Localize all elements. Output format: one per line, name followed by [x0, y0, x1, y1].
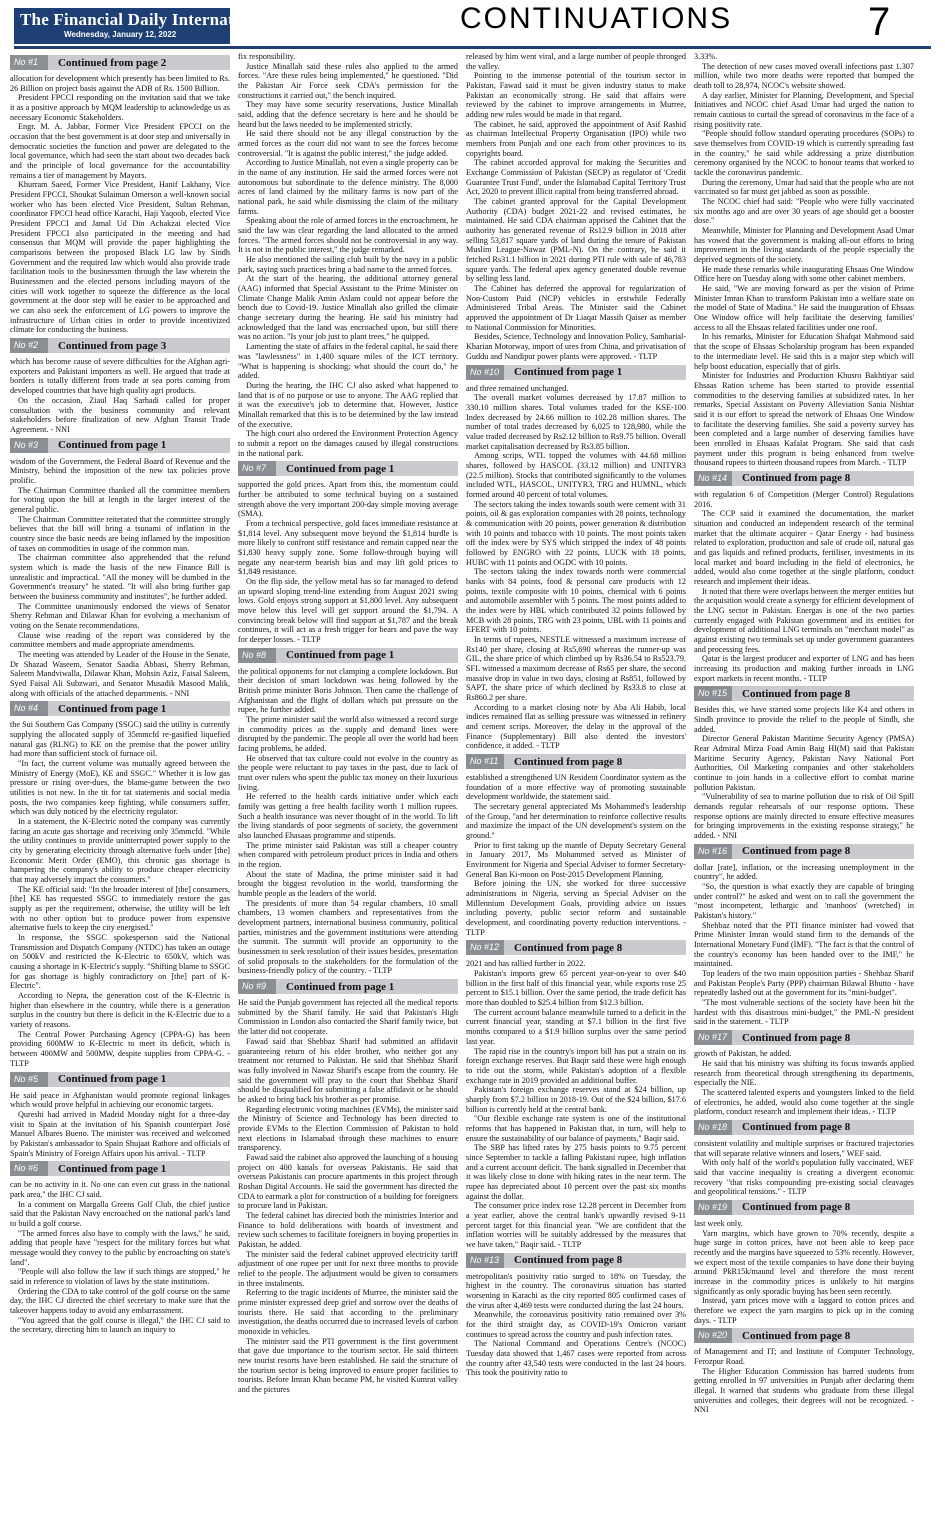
- story-number: No #10: [466, 365, 504, 380]
- paragraph: The prime minister said Pakistan was still a cheaper country when compared with petroleum product prices in India and others in the region.: [238, 840, 458, 870]
- paragraph: "People will also follow the law if such things are stopped," he said in reference to violation of laws by the state institutions.: [10, 1267, 230, 1286]
- paragraph: Instead, yarn prices move with a laggard to cotton prices and therefore we expect the yarn margins to pick up in the coming days. - TLTP: [694, 1296, 914, 1325]
- section-title: CONTINUATIONS: [460, 2, 733, 35]
- continued-label: Continued from page 1: [286, 649, 395, 662]
- paragraph: Minister for Industries and Production Khusro Bakhtiyar said Ehsaas Ration scheme has been started to provide essential commodities to the deserving families at subsidized rates. In her remarks, Special Assistant on Poverty Alleviation Sania Nishtar said it is our effort to spread the network of Ehsaas One Window to facilitate the deserving families. She said a poverty survey has been completed and a large number of deserving families have been enrolled in Ehsaas Kafalat Program. She said that cash payment under this program is being enhanced from twelve thousand rupees to thirteen thousand rupees from March. - TLTP: [694, 371, 914, 468]
- story-body: [694, 1219, 914, 1325]
- story: [466, 365, 686, 752]
- paragraph: During the ceremony, Umar had said that the people who are not vaccinated so far must get jabbed as soon as possible.: [694, 177, 914, 197]
- paragraph: growth of Pakistan, he added.: [694, 1049, 792, 1059]
- continued-label: Continued from page 8: [742, 1031, 851, 1044]
- paragraph: He referred to the health cards initiative under which each family was getting a free health facility worth 1 million rupees. Such a health insurance was never thought of in the world. To lift the living standards of poor segments of society, the government also launched Ehasaas programme and stipends.: [238, 792, 458, 841]
- continued-label: Continued from page 8: [742, 1329, 851, 1342]
- paragraph: Fawad said that Shehbaz Sharif had submitted an affidavit guaranteeing return of his elder brother, who neither got any treatment nor returned to Pakistan. He said that Shehbaz Sharif was fully involved in Nawaz Sharif's escape from the country. He said the government will pray to the court that Shehbaz Sharif should be disqualified for submitting a false affidavit or he should be asked to bring back his brother as per promise.: [238, 1036, 458, 1104]
- paragraph: The consumer price index rose 12.28 percent in December from a year earlier, above the central bank's upwardly revised 9-11 percent target for this financial year. "We are confident that the inflation worries will be suitably addressed by the measures that we have taken," Baqir said. - TLTP: [466, 1201, 686, 1249]
- story: [10, 1161, 230, 1335]
- story-header: [466, 1253, 686, 1268]
- paragraph: He said there should not be any illegal construction by the armed forces as the court did not want to see the forces become controversial. "It is against the public interest," the judge added.: [238, 129, 458, 158]
- paragraph: "The most vulnerable sections of the society have been hit the hardest with this disastrous mini-budget," the PML-N president said in the statement. - TLTP: [694, 998, 914, 1027]
- paragraph: The Chairman Committee thanked all the committee members for voting upon the bill at length in the larger interest of the general public.: [10, 485, 230, 514]
- paragraph: He said peace in Afghanistan would promote regional linkages which would prove helpful in achieving our economic targets.: [10, 1090, 230, 1110]
- paragraph: The KE official said: "In the broader interest of [the] consumers, [the] KE has requested SSGC to immediately restore the gas supply as per the requirement, otherwise, the utility will be left with no other option but to produce power from expensive alternative fuels to keep the city energised.": [10, 884, 230, 933]
- story-body: [694, 490, 914, 683]
- paragraph: wisdom of the Government, the Federal Board of Revenue and the Ministry, behind the imposition of the new tax policies prove prolific.: [10, 456, 230, 485]
- paragraph: The cabinet accorded approval for making the Securities and Exchange Commission of Pakistan (SECP) as regulator of 'Credit Guarantee Trust Fund', under the Islamabad Capital Territory Trust Act, 2020 to prevent illicit capital from being transferred abroad.: [466, 158, 686, 197]
- story-body: [694, 1049, 914, 1117]
- paragraph: with regulation 6 of Competition (Merger Control) Regulations 2016.: [694, 489, 914, 509]
- paragraph: The sectors taking the index towards north were commercial banks with 84 points, food & personal care products with 12 points, textile composite with 10 points, chemical with 6 points and automobile assembler with 5 points. The most points added to the index were by HBL which contributed 32 points followed by MCB with 28 points, TRG with 23 points, UBL with 11 points and EFERT with 10 points.: [466, 567, 686, 635]
- story-body: [694, 705, 914, 840]
- story-body: [238, 480, 458, 644]
- paragraph: Among scrips, WTL topped the volumes with 44.68 million shares, followed by HASCOL (33.12 million) and UNITYR3 (22.5 million). Stocks that contributed significantly to the volumes included WTL, HASCOL, UNITYR3, TRG and HUMNL, which formed around 40 percent of total volumes.: [466, 451, 686, 499]
- story-header: [694, 1328, 914, 1343]
- paragraph: From a technical perspective, gold faces immediate resistance at $1,814 level. Any subsequent move beyond the $1,814 hurdle is more likely to confront stiff resistance and remain capped near the $1,830 heavy supply zone. Some follow-through buying will negate any near-term bearish bias and may lift gold prices to $1,849 resistance.: [238, 518, 458, 577]
- story: [466, 52, 686, 362]
- story: [10, 438, 230, 699]
- paragraph: He observed that tax culture could not evolve in the country as the people were reluctant to pay taxes in the past, due to lack of trust over rulers who spent the public tax money on their luxurious living.: [238, 753, 458, 792]
- paragraph: Pakistan's imports grew 65 percent year-on-year to over $40 billion in the first half of this financial year, while exports rose 25 percent to $15.1 billion. Over the same period, the trade deficit has more than doubled to $25.4 billion from $12.3 billion.: [466, 969, 686, 1008]
- story-number: No #15: [694, 686, 732, 701]
- story-body: [694, 863, 914, 1027]
- paragraph: The high court also ordered the Environment Protection Agency to submit a report on the damages caused by illegal constructions in the national park.: [238, 429, 458, 458]
- story-number: No #16: [694, 844, 732, 859]
- paragraph: Engr. M. A. Jabbar, Former Vice President FPCCI on the occasion that the best government is at door step and universally in democratic societies the function and power are delegated to the local governance, which had seen the start about two decades back and the principle of local governance for the accountability remains a tier of management by Mayors.: [10, 122, 230, 180]
- story-number: No #3: [10, 438, 48, 453]
- continued-label: Continued from page 8: [742, 1121, 851, 1134]
- paragraph: 3.33%.: [694, 52, 718, 61]
- paragraph: The SBP has lifted rates by 275 basis points to 9.75 percent since September to tackle a falling Pakistani rupee, high inflation and a current account deficit. The bank signalled in December that it was likely close to done with hiking rates in the near term. The rupee has depreciated about 10 percent over the past six months against the dollar.: [466, 1143, 686, 1201]
- paragraph: He said the Punjab government has rejected all the medical reports submitted by the Sharif family. He said that Pakistan's High Commission in London also contacted the Sharif family twice, but the latter did not cooperate.: [238, 998, 458, 1037]
- paragraph: The Higher Education Commission has barred students from getting enrolled in 97 universities in Punjab after declaring them illegal. It warned that students who graduate from these illegal universities and colleges, their degrees will not be recognized. - NNI: [694, 1366, 914, 1415]
- continued-label: Continued from page 8: [514, 755, 623, 768]
- paragraph: In a statement, the K-Electric noted the company was currently facing an acute gas shortage and receiving only 35mmcfd. "While the utility continues to provide uninterrupted power supply to the city by generating electricity through alternative fuels under [the] Economic Merit Order (EMO), this chronic gas shortage is hampering the company's ability to produce cheaper electricity that may adversely impact the consumers.": [10, 817, 230, 885]
- paragraph: Before joining the UN, she worked for three successive administrations in Nigeria, serving as Special Adviser on the Millennium Development Goals, providing advice on issues including poverty, public sector reform and sustainable development, and coordinating poverty reduction interventions. - TLTP: [466, 879, 686, 937]
- paragraph: The current account balance meanwhile turned to a deficit in the current financial year, standing at $7.1 billion in the first five months compared to a $1.9 billion surplus over the same period last year.: [466, 1007, 686, 1046]
- newspaper-brand: [14, 8, 271, 44]
- continued-label: Continued from page 1: [58, 702, 167, 715]
- paragraph: Lamenting the state of affairs in the federal capital, he said there was "lawlessness" in 1,400 square miles of the ICT territory. "What is happening is shocking; what should the court do," he added.: [238, 342, 458, 381]
- story-header: [10, 1161, 230, 1176]
- story-number: No #20: [694, 1328, 732, 1343]
- story: [10, 701, 230, 1068]
- paragraph: Besides this, we have started some projects like K4 and others in Sindh province to provide the relief to the people of Sindh, she added.: [694, 705, 914, 734]
- story-header: [694, 1120, 914, 1135]
- continued-label: Continued from page 1: [514, 366, 623, 378]
- paragraph: The NCOC chief had said: "People who were fully vaccinated six months ago and are over 30 years of age should get a booster dose.": [694, 197, 914, 226]
- paragraph: of Management and IT; and Institute of Computer Technology, Ferozpur Road.: [694, 1347, 914, 1366]
- paragraph: metropolitan's positivity ratio surged to 18% on Tuesday, the highest in the country. The coronavirus situation has started worsening in Karachi as the city reported 805 confirmed cases of the virus after 4,469 tests were conducted during the last 24 hours.: [466, 1271, 686, 1310]
- paragraph: "People should follow standard operating procedures (SOPs) to save themselves from COVID-19 which is currently spreading fast in the country," he said while addressing a prize distribution ceremony organised by the NCOC to honour teams that worked to tackle the coronavirus pandemic.: [694, 129, 914, 178]
- story-body: [238, 52, 458, 458]
- paragraph: Fawad said the cabinet also approved the launching of a housing project on 400 kanals for overseas Pakistanis. He said that overseas Pakistanis can procure apartments in this project through Roshan Digital Accounts. He said the government has directed the CDA to earmark a plot for construction of a building for foreigners to procure land in Pakistan.: [238, 1152, 458, 1211]
- continued-label: Continued from page 1: [58, 1162, 167, 1175]
- story-number: No #8: [238, 648, 276, 663]
- paragraph: According to a market closing note by Aba Ali Habib, local indices remained flat as selling pressure was witnessed in refinery and cement scrips. Moreover, the delay in the approval of the Finance (Supplementary) Bill also dented the investors' confidence, it added. - TLTP: [466, 702, 686, 751]
- paragraph: Director General Pakistan Maritime Security Agency (PMSA) Rear Admiral Mirza Foad Amin Baig HI(M) said that Pakistan Maritime Security Agency, Pakistan Navy National Port Authorities, Oil Marketing companies and other stakeholders continue to join hands in a collective effort to combat marine pollution Pakistan.: [694, 734, 914, 792]
- story-header: [466, 754, 686, 769]
- masthead-rule: [14, 46, 931, 49]
- paragraph: Khurram Saeed, Former Vice President, Hanif Lakhany, Vice President FPCCI, Shoukat Sulaiman Omerson a well-known social worker who has been elected Vice President, Sultan Rehman, coordinator FPCCI head office Karachi, Haji Yaqoob, elected Vice President FPCCI and Jamal Ud Din Achakzai elected Vice President FPCCI also participated in the meeting and had consensus that MQM will provide the paper highlighting the comparisons between the proposed Black LG law by Sindh Government and the required law which would also provide trade facilitation tools to the businessmen through the law wherein the Businessmen and the elected persons including mayors of the cities will work together to squeeze the difference as the local government at the door step will be easier to be approached and we can also seek the enforcement of LG powers to improve the infrastructure of Urban cities in order to provide incentivized climate for conducting the business.: [10, 180, 230, 335]
- paragraph: The overall market volumes decreased by 17.87 million to 330.10 million shares. Total volumes traded for the KSE-100 Index decreased by 24.66 million to 102.28 million shares. The number of total trades decreased by 6,025 to 128,980, while the value traded decreased by Rs2.12 billion to Rs9.75 billion. Overall market capitalisation decreased by Rs3.85 billion.: [466, 393, 686, 451]
- story: [238, 648, 458, 977]
- paragraph: Top leaders of the two main opposition parties - Shehbaz Sharif and Pakistan People's Party (PPP) chairman Bilawal Bhutto - have repeatedly lashed out at the government for its "mini-budget".: [694, 969, 914, 998]
- paragraph: Regarding electronic voting machines (EVMs), the minister said the Ministry of Science and Technology has been directed to provide EVMs to the Election Commission of Pakistan to hold next elections in Islamabad through these machines to ensure transparency.: [238, 1104, 458, 1153]
- paragraph: Qureshi had arrived in Madrid Monday night for a three-day visit to Spain at the invitation of his Spanish counterpart José Manuel Albares Bueno. The minister was received and welcomed by Pakistan's ambassador to Spain Shujaat Rathore and officials of Spain's Ministry of Foreign Affairs upon his arrival. - TLTP: [10, 1109, 230, 1158]
- paragraph: released by him went viral, and a large number of people thronged the valley.: [466, 52, 686, 71]
- story-number: No #13: [466, 1253, 504, 1268]
- paragraph: Justice Minallah said these rules also applied to the armed forces. "Are these rules being implemented," he questioned. "Did the Pakistan Air Force seek CDA's permission for the constructions it carried out," the bench inquired.: [238, 61, 458, 100]
- story: [694, 1200, 914, 1325]
- story-body: [694, 1347, 914, 1415]
- paragraph: Pakistan's foreign exchange reserves stand at $24 billion, up sharply from $7.2 billion in 2018-19. Out of the $24 billion, $17.6 billion is currently held at the central bank.: [466, 1085, 686, 1114]
- story: [10, 1072, 230, 1159]
- story-number: No #5: [10, 1072, 48, 1087]
- story-header: [466, 365, 686, 380]
- story-body: [10, 720, 230, 1068]
- story-header: [694, 844, 914, 859]
- paragraph: Meanwhile, Minister for Planning and Development Asad Umar has vowed that the government is making all-out efforts to bring improvement in the living standards of the people especially the deprived segments of the society.: [694, 226, 914, 265]
- story-body: [10, 1091, 230, 1159]
- story-number: No #14: [694, 471, 732, 486]
- story-body: [466, 52, 686, 362]
- continued-label: Continued from page 3: [58, 339, 167, 352]
- paragraph: "So, the question is what exactly they are capable of bringing under control?" he asked and went on to call the government the "most incompetent, lethargic and 'manhoos' (wretched) in Pakistan's history.": [694, 882, 914, 921]
- story-body: [466, 384, 686, 752]
- story: [694, 1030, 914, 1117]
- paragraph: They may have some security reservations, Justice Minallah said, adding that the defence secretary is here and he should be heard but the laws needed to be implemented strictly.: [238, 100, 458, 129]
- story-number: No #4: [10, 701, 48, 716]
- paragraph: can be no activity in it. No one can even cut grass in the national park area," the IHC CJ said.: [10, 1180, 230, 1199]
- continued-label: Continued from page 1: [286, 462, 395, 475]
- paragraph: On the occasion, Ziaul Haq Sarhadi called for proper consultation with the business community and relevant stakeholders before finalization of new Afghan Transit Trade Agreement. - NNI: [10, 395, 230, 434]
- continued-label: Continued from page 8: [514, 941, 623, 954]
- story: [238, 52, 458, 458]
- paragraph: 2021 and has rallied further in 2022.: [466, 959, 586, 969]
- paragraph: The Committee unanimously endorsed the views of Senator Sherry Rehman and Dilawar Khan for evolving a mechanism of voting on the Senate recommendations.: [10, 601, 230, 630]
- continued-label: Continued from page 8: [742, 1201, 851, 1214]
- story: [238, 461, 458, 644]
- story-header: [466, 940, 686, 955]
- paragraph: the Sui Southern Gas Company (SSGC) said the utility is currently supplying the allocated supply of 35mmcfd re-gasified liquefied natural gas (RLNG) to KE on the premise that the power utility had more than sufficient stock of furnace oil.: [10, 720, 230, 759]
- story-number: No #17: [694, 1030, 732, 1045]
- paragraph: which has become cause of severe difficulties for the Afghan agri-exporters and Pakistani importers as well. He argued that trade at borders is totally different from trade at sea ports coming from developed countries that have high quality agri products.: [10, 357, 230, 396]
- paragraph: and three remained unchanged.: [466, 383, 569, 393]
- masthead: [0, 0, 945, 48]
- story: [694, 844, 914, 1027]
- story: [694, 686, 914, 840]
- paragraph: The secretary general appreciated Ms Mohammed's leadership of the Group, "and her determination to reinforce collective results and maximize the impact of the UN development's system on the ground.": [466, 802, 686, 841]
- story-body: [466, 773, 686, 937]
- story-number: No #2: [10, 338, 48, 353]
- paragraph: He said, "We are moving forward as per the vision of Prime Minister Imran Khan to transform Pakistan into a welfare state on the model of State of Madina." He said the inauguration of Ehsaas One Window office will help facilitate the deserving families' access to all the Ehsaas related facilities under one roof.: [694, 284, 914, 332]
- column-4: [694, 52, 914, 1522]
- story-header: [694, 1030, 914, 1045]
- story: [10, 55, 230, 335]
- paragraph: Ordering the CDA to take control of the golf course on the same day, the IHC CJ directed the chief secretary to make sure that the takeover happens today to avoid any embarrassment.: [10, 1286, 230, 1315]
- story-header: [10, 1072, 230, 1087]
- story-header: [10, 701, 230, 716]
- story-number: No #1: [10, 55, 48, 70]
- story: [466, 1253, 686, 1378]
- story-header: [10, 55, 230, 70]
- paragraph: "Our flexible exchange rate system is one of the institutional reforms that has happened in Pakistan that, in turn, will help to ensure the sustainability of our balance of payments," Baqir said.: [466, 1114, 686, 1143]
- paragraph: allocation for development which presently has been limited to Rs. 26 Billion on project basis against the ADB of Rs. 1500 Billion.: [10, 74, 230, 93]
- story-body: [10, 1180, 230, 1335]
- paragraph: The cabinet, he said, approved the appointment of Asif Rashid as chairman Intellectual Property Organisation (IPO) while two members from Punjab and one each from other provinces to its copyrights board.: [466, 119, 686, 158]
- paragraph: In his remarks, Minister for Education Shafqat Mahmood said that the scope of Ehsaas Scholarship program has been expanded to the intermediate level. He said this is a major step which will help boost education, especially that of girls.: [694, 332, 914, 371]
- paragraph: The National Command and Operations Centre's (NCOC) Tuesday data showed that 1,467 cases were reported from across the country after 43,540 tests were conducted in the last 24 hours. This took the positivity ratio to: [466, 1339, 686, 1378]
- story: [10, 338, 230, 434]
- story: [466, 754, 686, 937]
- continued-label: Continued from page 2: [58, 56, 167, 69]
- paragraph: During the hearing, the IHC CJ also asked what happened to land that is of no purpose or use to anyone. The AAG replied that it was the executive's job to determine that. However, Justice Minallah remarked that this is to be determined by the law instead of the executive.: [238, 380, 458, 429]
- paragraph: The meeting was attended by Leader of the House in the Senate, Dr Shazad Waseem, Senator Saadia Abbasi, Sherry Rehman, Saleem Mandviwalla, Dilawar Khan, Mohsin Aziz, Faisal Saleem, Syed Faisal Ali Subzwari, and Senator Musadik Masood Malik, along with officials of the attached departments. - NNI: [10, 649, 230, 698]
- story-body: [694, 1139, 914, 1197]
- column-3: [466, 52, 686, 1522]
- paragraph: He made these remarks while inaugurating Ehsaas One Window Office here on Tuesday along with some other cabinet members.: [694, 264, 914, 284]
- story-body: [466, 1272, 686, 1378]
- story-number: No #11: [466, 754, 504, 769]
- paragraph: the political opponents for not clamping a complete lockdown. But their decision of smart lockdown was being followed by the British prime minister Boris Johnson. Then came the challenge of Afghanistan and the flight of dollars which put pressure on the rupee, he further added.: [238, 666, 458, 715]
- continued-label: Continued from page 8: [742, 687, 851, 700]
- paragraph: "In fact, the current volume was mutually agreed between the Ministry of Energy (MoE), KE and SSGC." Whether it is low gas pressure or rising over-dues, the blame-game between the two utilities is not new. In the tit for tat statements and social media posts, the two companies keep fighting, while consumers suffer, which was duly noticed by the electricity regulator.: [10, 759, 230, 817]
- paragraph: With only half of the world's population fully vaccinated, WEF said that vaccine inequality is creating a divergent economic recovery "that risks compounding pre-existing social cleavages and geopolitical tensions." - TLTP: [694, 1158, 914, 1197]
- story-header: [694, 1200, 914, 1215]
- paragraph: He said that his ministry was shifting its focus towards applied research from theoretical through strengthening its departments, especially the NIE.: [694, 1058, 914, 1088]
- issue-date: Wednesday, January 12, 2022: [64, 30, 177, 39]
- paragraph: According to Justice Minallah, not even a single property can be in the name of any institution. He said the armed forces were not autonomous but subordinate to the defence ministry. The 8,000 acres of land claimed by the military farms is now part of the national park, he said while dismissing the claim of the military farms.: [238, 158, 458, 216]
- paragraph: A day earlier, Minister for Planning, Development, and Special Initiatives and NCOC chief Asad Umar had urged the nation to remain cautious to curtail the spread of coronavirus in the face of a rising positivity rate.: [694, 90, 914, 129]
- paragraph: The CCP said it examined the documentation, the market situation and conducted an independent research of the terminal market that the ultimate acquirer - Qatar Energy - had business related to exploration, production and sale of crude oil, natural gas and gas liquids and refined products, fertiliser, investments in its local market and board including in the field of electronics, he added, would also come together at the single platform, conduct research and implement their ideas.: [694, 509, 914, 586]
- paragraph: The presidents of more than 54 regular chambers, 10 small chambers, 13 women chambers and representatives from the development partners, international business community, political parties, ministries and the government institutions were attending the summit. The summit will provide an opportunity to the businessmen to seek resolution of their issues besides, presentation of solid proposals to the stakeholders for the formulation of the business-friendly policy of the country. - TLTP: [238, 898, 458, 976]
- paragraph: The chairman committee also apprehended that the refund system which is made the basis of the new Finance Bill is unrealistic and impractical. "All the money will be dumbed in the Government's treasury" he stated. "It will also bring further gap between the business community and institutes", he further added.: [10, 553, 230, 601]
- paragraph: "You agreed that the golf course is illegal," the IHC CJ said to the secretary, directing him to launch an inquiry to: [10, 1315, 230, 1335]
- story: [694, 1120, 914, 1197]
- paragraph: At the start of the hearing, the additional attorney general (AAG) informed that Special Assistant to the Prime Minister on Climate Change Malik Amin Aslam could not appear before the bench due to Covid-19. Justice Minallah also grilled the climate change secretary during the hearing. He said his ministry had acknowledged that the land was encroached upon, but still there was no action. "Is your job just to plant trees," he quipped.: [238, 274, 458, 342]
- story-header: [694, 471, 914, 486]
- paragraph: Prior to first taking up the mantle of Deputy Secretary General in January 2017, Ms Mohammed served as Minister of Environment for Nigeria and Special Adviser to former Secretary-General Ban Ki-moon on Post-2015 Development Planning.: [466, 840, 686, 879]
- paragraph: The cabinet granted approval for the Capital Development Authority (CDA) budget 2021-22 and revised estimates, he maintained. He said CDA chairman apprised the Cabinet that the authority has generated revenue of Rs12.9 billion in 2018 after selling 53,817 square yards of land during the tenure of Pakistan Muslim League-Nawaz (PML-N). On the contrary, he said it fetched Rs31.1 billion in 2021 during PTI rule with sale of 46,783 square yards. The federal apex agency generated double revenue by selling less land.: [466, 197, 686, 284]
- story-number: No #9: [238, 979, 276, 994]
- continued-label: Continued from page 8: [742, 845, 851, 858]
- page-number: 7: [868, 0, 891, 44]
- story-header: [238, 461, 458, 476]
- paragraph: Qatar is the largest producer and exporter of LNG and has been increasing its production and making further inroads in LNG export markets in recent months. - TLTP: [694, 654, 914, 683]
- paragraph: Referring to the tragic incidents of Murree, the minister said the prime minister expressed deep grief and sorrow over the deaths of tourists there. He said that according to the preliminary investigation, the deaths occurred due to increased levels of carbon monoxide in vehicles.: [238, 1288, 458, 1336]
- paragraph: The scattered talented experts and youngsters linked to the field of electronics, he added, would also come together at the single platform, conduct research and implement their ideas. - TLTP: [694, 1087, 914, 1117]
- paragraph: Yarn margins, which have grown to 70% recently, despite a huge surge in cotton prices, have not been able to keep pace recently and the margins have squeezed to 53% recently. However, we expect most of the textile companies to have done their buying around PkR15k/maund level and therefore the most recent increase in the commodity prices is unlikely to hit margins significantly as only sporadic buying has been seen recently.: [694, 1228, 914, 1296]
- story-header: [238, 648, 458, 663]
- story: [694, 471, 914, 683]
- story-body: [10, 74, 230, 335]
- paragraph: last week only.: [694, 1218, 743, 1228]
- story-header: [238, 979, 458, 994]
- paragraph: The Central Power Purchasing Agency (CPPA-G) has been providing 600MW to K-Electric to meet its deficit, which is between 400MW and 500MW, despite supplies from CPPA-G. - TLTP: [10, 1029, 230, 1068]
- paragraph: According to Nepra, the generation cost of the K-Electric is higher than elsewhere in the country, while there is a generation surplus in the country but there is deficit in the K-Electric due to a variety of reasons.: [10, 991, 230, 1030]
- paragraph: "Vulnerability of sea to marine pollution due to risk of Oil Spill demands regular rehearsals of our response options. These response options are mainly directed to ensure effective measures for bringing improvements in the existing response strategy," he added. - NNI: [694, 792, 914, 841]
- story-body: [694, 52, 914, 468]
- paragraph: "The armed forces also have to comply with the laws," he said, adding that people have "respect for the military forces but what message would they convey to the public by encroaching on state's land".: [10, 1228, 230, 1267]
- paragraph: The Chairman Committee reiterated that the committee strongly believes that the bill will bring a tsunami of inflation in the country since the basic needs are being inflamed by the imposition of taxes on commodities in usage of the common man.: [10, 514, 230, 553]
- paragraph: established a strengthened UN Resident Coordinator system as the foundation of a more effective way of promoting sustainable development worldwide, the statement said.: [466, 773, 686, 802]
- story: [694, 1328, 914, 1415]
- paragraph: supported the gold prices. Apart from this, the momentum could further be attributed to some technical buying on a sustained strength above the very important 200-day simple moving average (SMA).: [238, 480, 458, 519]
- continued-label: Continued from page 8: [514, 1254, 623, 1267]
- story-number: No #18: [694, 1120, 732, 1135]
- paragraph: The minister said the federal cabinet approved electricity tariff adjustment of one rupee per unit for next three months to provide relief to the people. The adjustment would be given to consumers in three instalments.: [238, 1249, 458, 1288]
- story-body: [10, 457, 230, 699]
- story-header: [10, 338, 230, 353]
- story: [466, 940, 686, 1249]
- story-body: [238, 998, 458, 1395]
- paragraph: The prime minister said the world also witnessed a record surge in commodity prices as the supply and demand lines were disrupted by the pandemic. The people all over the world had been facing problems, he added.: [238, 715, 458, 754]
- story-body: [466, 959, 686, 1249]
- paragraph: fix responsibility.: [238, 52, 296, 61]
- paragraph: The minister said the PTI government is the first government that gave due importance to the tourism sector. He said thirteen new tourist resorts have been established. He said the structure of the tourism sector is being improved to ensure proper facilities to tourists. Before Imran Khan became PM, he visited Kumrat valley and the pictures: [238, 1336, 458, 1395]
- story-header: [10, 438, 230, 453]
- story-number: No #7: [238, 461, 276, 476]
- paragraph: He also mentioned the sailing club built by the navy in a public park, saying such practices bring a bad name to the armed forces.: [238, 255, 458, 274]
- paragraph: Clause wise reading of the report was considered by the committee members and made appropriate amendments.: [10, 630, 230, 650]
- paragraph: Speaking about the role of armed forces in the encroachment, he said the law was clear regarding the land allocated to the armed forces. "The armed forces should not be controversial in any way. It is not in the public interest," the judge remarked.: [238, 216, 458, 255]
- story: [238, 979, 458, 1395]
- paragraph: In a comment on Margalla Greens Golf Club, the chief justice said that the Pakistan Navy encroached on the national park's land to build a golf course.: [10, 1199, 230, 1228]
- paragraph: About the state of Madina, the prime minister said it had brought the biggest revolution in the world, transforming the humble people as the leaders of the world.: [238, 869, 458, 899]
- story-number: No #6: [10, 1161, 48, 1176]
- paragraph: The Cabinet has deferred the approval for regularization of Non-Custom Paid (NCP) vehicles in erstwhile Federally Administered Tribal Areas. The Minister said the Cabinet approved the appointment of Dr Liaqat Massih Qaiser as member to National Commission for Minorities.: [466, 284, 686, 332]
- column-2: [238, 52, 458, 1522]
- paragraph: The federal cabinet has directed both the ministries Interior and Finance to hold deliberations with boards of investment and review such schemes to facilitate foreigners in buying properties in Pakistan, he added.: [238, 1210, 458, 1249]
- column-1: [10, 52, 230, 1522]
- paragraph: In response, the SSGC spokesperson said the National Transmission and Dispatch Company (NTDC) has taken an outage on 500kV and restricted the K-Electric to 650kV, which was causing a shortage in K-Electric's supply. "Shifting blame to SSGC for gas shortage is highly contradictory on [the] part of K-Electric".: [10, 933, 230, 991]
- story-body: [238, 667, 458, 977]
- paragraph: Besides, Science, Technology and Innovation Policy, Sambarial-Kharian Motorway, import of ures from China, and privatisation of Guddu and Nandipur power plants were approved. - TLTP: [466, 332, 686, 361]
- paragraph: Meanwhile, the coronavirus positivity ratio remained over 3% for the third straight day, as COVID-19's Omicron variant continues to spread across the country and push infection rates.: [466, 1310, 686, 1339]
- continued-label: Continued from page 1: [286, 980, 395, 993]
- story-body: [10, 357, 230, 434]
- story-header: [694, 686, 914, 701]
- story-number: No #12: [466, 940, 504, 955]
- continued-label: Continued from page 1: [58, 1073, 167, 1085]
- paragraph: It noted that there were overlaps between the merger entities but the acquisition would create a synergy for efficient development of the LNG sector in Pakistan. Energas is one of the two parties currently engaged with Pakistan government and its entities for development of additional LNG terminals on "merchant model" as against existing two terminals set up under government guarantees and processing fees.: [694, 586, 914, 654]
- paragraph: The rapid rise in the country's import bill has put a strain on its foreign exchange reserves. But Baqir said these were high enough to ride out the storm, while Pakistan's adoption of a flexible exchange rate in 2019 provided an additional buffer.: [466, 1046, 686, 1085]
- paragraph: dollar [rate], inflation, or the increasing unemployment in the country", he added.: [694, 862, 914, 882]
- paragraph: The detection of new cases moved overall infections past 1.307 million, while two more deaths were reported that bumped the death toll to 28,974, NCOC's website showed.: [694, 61, 914, 91]
- paragraph: On the flip side, the yellow metal has so far managed to defend an upward sloping trend-line extending from August 2021 swing lows. Gold enjoys strong support at $1,800 level. Any subsequent move below this level will get support around the $1,794. A convincing break below will find support at $1,787 and the break continues, it will act as a fresh trigger for bears and pave the way for deeper losses. - TLTP: [238, 576, 458, 644]
- paragraph: Pointing to the immense potential of the tourism sector in Pakistan, Fawad said it must be given industry status to make Pakistan an economically strong. He said that affairs were reviewed by the cabinet to improve arrangements in Murree, adding new rules would be made in that regard.: [466, 71, 686, 120]
- story: [694, 52, 914, 468]
- continued-label: Continued from page 1: [58, 439, 167, 452]
- continued-label: Continued from page 8: [742, 472, 851, 485]
- paragraph: President FPCCI responding on the invitation said that we take it as a positive approach by MQM leadership to acknowledge us as necessary Economic Stakeholders.: [10, 93, 230, 122]
- newspaper-title: The Financial Daily International: [20, 10, 271, 29]
- paragraph: consistent volatility and multiple surprises or fractured trajectories that will separate relative winners and losers," WEF said.: [694, 1138, 914, 1158]
- story-number: No #19: [694, 1200, 732, 1215]
- paragraph: In terms of rupees, NESTLE witnessed a maximum increase of Rs140 per share, closing at Rs5,690 whereas the runner-up was GIL, the share price of which climbed up by Rs36.54 to Rs523.79. SFL witnessed a maximum decrease of Rs65 per share, the second massive drop in value in two days, closing at Rs851, followed by SAPT, the share price of which declined by Rs33.8 to close at Rs860.2 per share.: [466, 634, 686, 702]
- paragraph: The sectors taking the index towards south were cement with 31 points, oil & gas exploration companies with 28 points, technology & communication with 20 points, power generation & distribution with 10 points and tobacco with 10 points. The most points taken off the index were by SYS which stripped the index of 48 points followed by ENGRO with 22 points, LUCK with 18 points, HUBC with 11 points and OGDC with 10 points.: [466, 499, 686, 567]
- paragraph: Shehbaz noted that the PTI finance minister had vowed that Prime Minister Imran would stand firm to the demands of the International Monetary Fund (IMF). "The fact is that the control of the country's economy has been handed over to the IMF," he maintained.: [694, 920, 914, 969]
